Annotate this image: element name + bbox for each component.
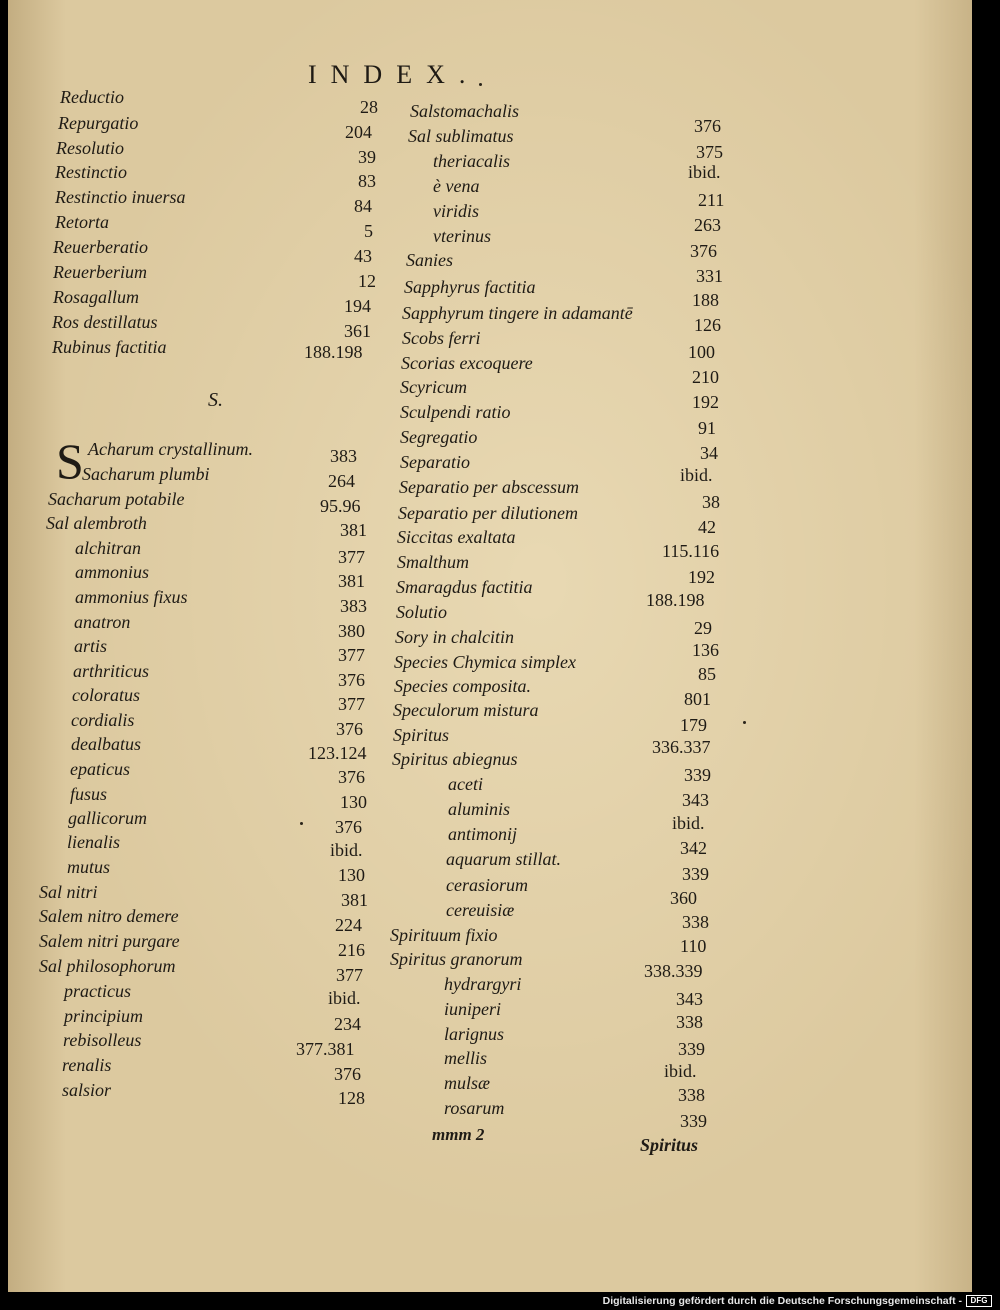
right-page-number: 34	[700, 443, 718, 463]
page-header: INDEX.	[308, 60, 480, 89]
left-term: Rosagallum	[53, 287, 140, 307]
left-term: Ros destillatus	[52, 312, 158, 332]
left-term: gallicorum	[68, 808, 147, 828]
right-term: Sory in chalcitin	[395, 627, 514, 647]
right-page-number: 192	[688, 567, 715, 587]
right-page-number: ibid.	[664, 1061, 697, 1081]
left-page-number: 5	[364, 221, 373, 241]
right-page-number: 115.116	[662, 541, 720, 561]
left-term: anatron	[74, 612, 131, 632]
left-term: mutus	[67, 857, 111, 877]
right-term: Segregatio	[400, 427, 478, 447]
right-term: Speculorum mistura	[393, 700, 539, 720]
right-term: Species composita.	[394, 676, 531, 696]
right-page-number: 338	[676, 1012, 703, 1032]
left-term: Resolutio	[56, 138, 124, 158]
left-page-number: 383	[340, 596, 367, 616]
left-term: coloratus	[72, 685, 141, 705]
dfg-logo: DFG	[966, 1295, 992, 1307]
right-page-number: 331	[696, 266, 723, 286]
left-page-number: 377	[336, 965, 363, 985]
left-term: Salem nitri purgare	[39, 931, 180, 951]
right-page-number: 136	[692, 640, 719, 660]
right-page-number: 343	[682, 790, 709, 810]
right-term: cereuisiæ	[446, 900, 515, 920]
right-term: Spiritus granorum	[390, 949, 523, 969]
left-page-number: 194	[344, 296, 371, 316]
ink-speck	[479, 83, 482, 86]
right-page-number: 210	[692, 367, 719, 387]
left-term: Retorta	[55, 212, 109, 232]
right-page-number: 336.337	[652, 737, 711, 757]
right-term: Smaragdus factitia	[396, 577, 533, 597]
section-letter: S.	[208, 389, 223, 411]
right-page-number: 376	[694, 116, 721, 136]
right-term: mulsæ	[444, 1073, 491, 1093]
right-page-number: ibid.	[672, 813, 705, 833]
right-term: aluminis	[448, 799, 511, 819]
left-term: Sacharum plumbi	[82, 464, 210, 484]
left-page-number: 39	[358, 147, 376, 167]
right-term: Spirituum fixio	[390, 925, 498, 945]
right-term: Separatio	[400, 452, 470, 472]
left-term: fusus	[70, 784, 108, 804]
left-term: dealbatus	[71, 734, 141, 754]
left-term: Salem nitro demere	[39, 906, 179, 926]
right-page-number: 211	[698, 190, 725, 210]
left-term: Reductio	[60, 87, 124, 107]
left-page-number: 188.198	[304, 342, 363, 362]
left-page-number: 381	[338, 571, 365, 591]
left-page-number: 130	[340, 792, 367, 812]
right-page-number: 192	[692, 392, 719, 412]
left-page-number: 128	[338, 1088, 365, 1108]
left-term: ammonius	[75, 562, 150, 582]
left-page-number: 381	[340, 520, 367, 540]
left-term: Reuerberatio	[53, 237, 148, 257]
right-page-number: 376	[690, 241, 717, 261]
left-term: rebisolleus	[63, 1030, 142, 1050]
right-term: antimonij	[448, 824, 518, 844]
left-term: alchitran	[75, 538, 141, 558]
left-term: renalis	[62, 1055, 112, 1075]
right-term: aceti	[448, 774, 483, 794]
left-page-number: 376	[335, 817, 362, 837]
right-term: Separatio per dilutionem	[398, 503, 578, 523]
left-page-number: 377.381	[296, 1039, 355, 1059]
left-page-number: ibid.	[328, 988, 361, 1008]
left-term: lienalis	[67, 832, 120, 852]
left-page-number: 28	[360, 97, 378, 117]
left-page-number: 224	[335, 915, 362, 935]
right-page-number: 360	[670, 888, 697, 908]
left-page-number: 84	[354, 196, 372, 216]
left-page-number: 377	[338, 645, 365, 665]
right-page-number: 85	[698, 664, 716, 684]
right-term: mellis	[444, 1048, 487, 1068]
right-page-number: 188.198	[646, 590, 705, 610]
left-term: Sacharum potabile	[48, 489, 185, 509]
right-term: Spiritus abiegnus	[392, 749, 518, 769]
left-page-number: 83	[358, 171, 376, 191]
right-page-number: 100	[688, 342, 715, 362]
left-page-number: 380	[338, 621, 365, 641]
left-page-number: 130	[338, 865, 365, 885]
left-page-number: 12	[358, 271, 376, 291]
right-term: Sapphyrus factitia	[404, 277, 536, 297]
right-page-number: 42	[698, 517, 716, 537]
right-term: Sapphyrum tingere in adamantē	[402, 303, 633, 323]
right-page-number: 29	[694, 618, 712, 638]
right-term: Spiritus	[393, 725, 450, 745]
left-page-number: 376	[338, 670, 365, 690]
left-page-number: 95.96	[320, 496, 361, 516]
left-page-number: 377	[338, 694, 365, 714]
left-page-number: ibid.	[330, 840, 363, 860]
right-page-number: 179	[680, 715, 707, 735]
right-page-number: 339	[678, 1039, 705, 1059]
left-term: artis	[74, 636, 108, 656]
left-term: Sal alembroth	[46, 513, 147, 533]
right-term: è vena	[433, 176, 480, 196]
left-term: principium	[64, 1006, 143, 1026]
right-page-number: 343	[676, 989, 703, 1009]
left-term: salsior	[62, 1080, 112, 1100]
right-term: Separatio per abscessum	[399, 477, 579, 497]
left-term: Sal nitri	[39, 882, 98, 902]
right-page-number: ibid.	[688, 162, 721, 182]
right-page-number: 801	[684, 689, 711, 709]
right-term: Solutio	[396, 602, 448, 622]
left-term: cordialis	[71, 710, 135, 730]
left-page-number: 361	[344, 321, 371, 341]
right-term: hydrargyri	[444, 974, 522, 994]
right-page-number: 375	[696, 142, 723, 162]
right-page-number: ibid.	[680, 465, 713, 485]
decorated-initial: S	[56, 433, 84, 489]
ink-speck	[300, 822, 303, 825]
left-page-number: 376	[334, 1064, 361, 1084]
right-term: Sculpendi ratio	[400, 402, 511, 422]
book-page	[8, 0, 972, 1292]
left-page-number: 376	[338, 767, 365, 787]
left-term: practicus	[64, 981, 131, 1001]
right-page-number: 91	[698, 418, 716, 438]
right-term: iuniperi	[444, 999, 501, 1019]
right-term: Sal sublimatus	[408, 126, 514, 146]
left-term: Repurgatio	[58, 113, 139, 133]
right-term: Smalthum	[397, 552, 469, 572]
right-term: Sanies	[406, 250, 453, 270]
right-term: larignus	[444, 1024, 505, 1044]
right-page-number: 338	[678, 1085, 705, 1105]
left-page-number: 204	[345, 122, 372, 142]
right-page-number: 338.339	[644, 961, 703, 981]
right-term: Scorias excoquere	[401, 353, 533, 373]
left-term: ammonius fixus	[75, 587, 188, 607]
right-term: cerasiorum	[446, 875, 528, 895]
right-term: viridis	[433, 201, 480, 221]
right-term: Scyricum	[400, 377, 467, 397]
left-page-number: 216	[338, 940, 365, 960]
right-term: Scobs ferri	[402, 328, 481, 348]
right-page-number: 339	[680, 1111, 707, 1131]
catchword: Spiritus	[640, 1135, 699, 1155]
left-term: Restinctio inuersa	[55, 187, 186, 207]
left-page-number: 43	[354, 246, 372, 266]
signature-mark: mmm 2	[432, 1125, 485, 1144]
left-page-number: 376	[336, 719, 363, 739]
left-term: Restinctio	[55, 162, 127, 182]
right-term: Siccitas exaltata	[397, 527, 516, 547]
left-page-number: 123.124	[308, 743, 367, 763]
right-term: aquarum stillat.	[446, 849, 562, 869]
right-page-number: 339	[684, 765, 711, 785]
left-term: Rubinus factitia	[52, 337, 167, 357]
left-term: Acharum crystallinum.	[88, 439, 253, 459]
right-page-number: 110	[680, 936, 707, 956]
right-page-number: 338	[682, 912, 709, 932]
right-page-number: 126	[694, 315, 721, 335]
right-page-number: 342	[680, 838, 707, 858]
left-page-number: 234	[334, 1014, 361, 1034]
right-term: Species Chymica simplex	[394, 652, 576, 672]
left-page-number: 264	[328, 471, 355, 491]
right-term: vterinus	[433, 226, 491, 246]
footer-credit: Digitalisierung gefördert durch die Deutsche Forschungsgemeinschaft -	[602, 1295, 962, 1307]
ink-speck	[743, 721, 746, 724]
left-term: arthriticus	[73, 661, 150, 681]
right-page-number: 38	[702, 492, 720, 512]
right-page-number: 263	[694, 215, 721, 235]
right-term: theriacalis	[433, 151, 510, 171]
left-term: epaticus	[70, 759, 130, 779]
left-page-number: 383	[330, 446, 357, 466]
right-term: Salstomachalis	[410, 101, 520, 121]
left-page-number: 381	[341, 890, 368, 910]
right-page-number: 339	[682, 864, 709, 884]
right-term: rosarum	[444, 1098, 505, 1118]
left-page-number: 377	[338, 547, 365, 567]
left-term: Reuerberium	[53, 262, 147, 282]
left-term: Sal philosophorum	[39, 956, 176, 976]
right-page-number: 188	[692, 290, 719, 310]
